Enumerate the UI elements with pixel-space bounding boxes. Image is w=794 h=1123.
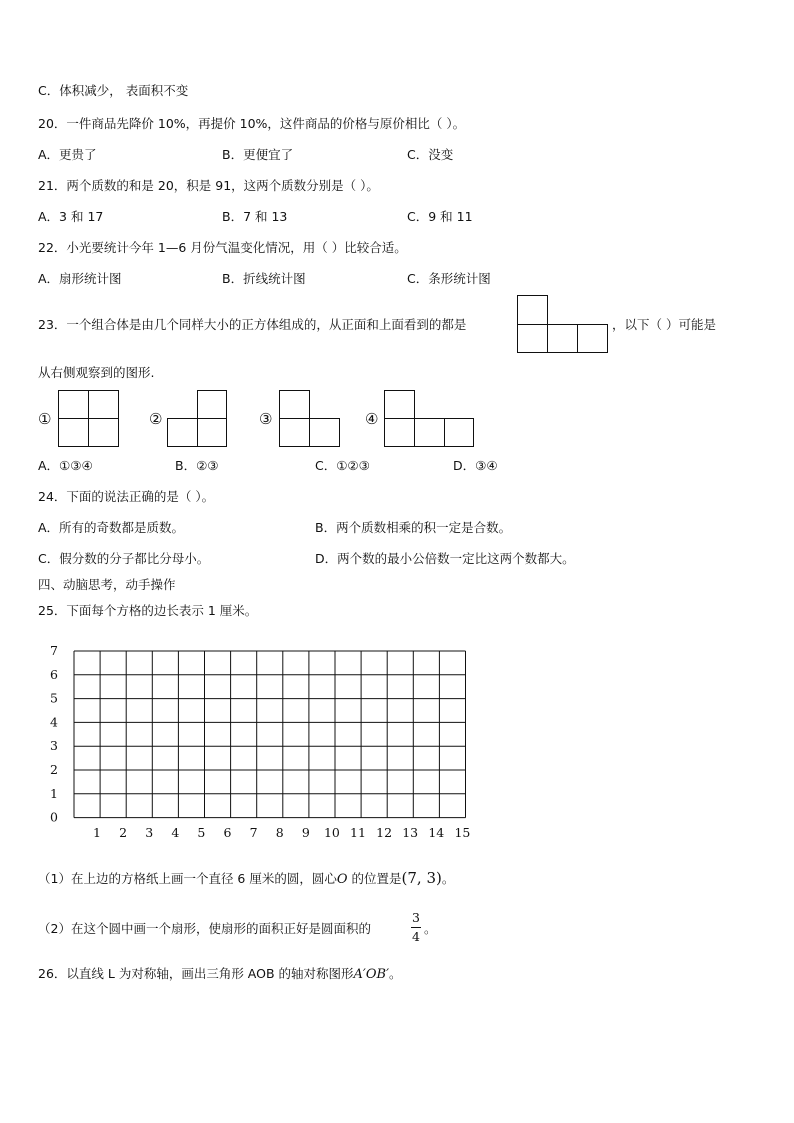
figure-2-label: ② xyxy=(149,410,163,428)
figure-cell xyxy=(88,390,119,419)
x-axis-label: 15 xyxy=(454,825,471,840)
fraction-bar xyxy=(411,927,421,928)
q22-option-c: C．条形统计图 xyxy=(407,271,491,286)
x-axis-label: 8 xyxy=(275,825,284,840)
y-axis-labels xyxy=(50,643,58,825)
y-axis-label: 1 xyxy=(50,785,58,801)
q20-option-c: C．没变 xyxy=(407,147,454,162)
x-axis-label: 10 xyxy=(323,825,340,840)
q23-stem-part2: ，以下（ ）可能是 xyxy=(612,317,716,332)
view-cell xyxy=(577,324,608,353)
q25-center-coordinate: (7, 3) xyxy=(401,869,442,887)
y-axis-label: 0 xyxy=(50,809,58,825)
fraction-numerator: 3 xyxy=(412,910,420,925)
x-axis-label: 5 xyxy=(197,825,206,840)
q23-stem-part3: 从右侧观察到的图形. xyxy=(38,365,155,380)
q25-part2-end: 。 xyxy=(424,921,437,936)
figure-cell xyxy=(197,418,227,447)
figure-4-label: ④ xyxy=(365,410,379,428)
y-axis-label: 3 xyxy=(50,738,58,754)
q21-option-b: B．7 和 13 xyxy=(222,209,288,224)
view-cell xyxy=(517,324,548,353)
section-4-heading: 四、动脑思考，动手操作 xyxy=(38,577,176,592)
y-axis-label: 2 xyxy=(50,762,58,777)
x-axis-label: 6 xyxy=(223,825,232,840)
q19-option-c: C．体积减少， 表面积不变 xyxy=(38,83,189,98)
q25-center-var: O xyxy=(336,872,348,887)
q24-option-b: B．两个质数相乘的积一定是合数。 xyxy=(315,520,512,535)
q24-stem: 24．下面的说法正确的是（ ）。 xyxy=(38,489,215,504)
grid-paper xyxy=(36,638,486,843)
q25-part1-text2: 的位置是 xyxy=(351,871,402,886)
q23-option-a: A．①③④ xyxy=(38,458,93,473)
view-cell xyxy=(547,324,578,353)
x-axis-label: 3 xyxy=(145,825,154,840)
q22-stem: 22．小光要统计今年 1—6 月份气温变化情况，用（ ）比较合适。 xyxy=(38,240,407,255)
q20-stem: 20．一件商品先降价 10%，再提价 10%，这件商品的价格与原价相比（ ）。 xyxy=(38,116,466,131)
fraction-denominator: 4 xyxy=(412,929,420,944)
figure-cell xyxy=(384,390,415,419)
x-axis-label: 11 xyxy=(350,825,366,840)
q26-end: 。 xyxy=(389,966,402,981)
q24-option-d: D．两个数的最小公倍数一定比这两个数都大。 xyxy=(315,551,575,566)
q23-option-d: D．③④ xyxy=(453,458,498,473)
x-axis-label: 1 xyxy=(93,825,101,840)
figure-cell xyxy=(279,390,310,419)
q21-option-c: C．9 和 11 xyxy=(407,209,473,224)
x-axis-label: 13 xyxy=(402,825,419,840)
q21-stem: 21．两个质数的和是 20，积是 91，这两个质数分别是（ ）。 xyxy=(38,178,379,193)
q25-part1-text: （1）在上边的方格纸上画一个直径 6 厘米的圆，圆心 xyxy=(38,871,337,886)
figure-cell xyxy=(414,418,445,447)
figure-cell xyxy=(197,390,227,419)
y-axis-label: 7 xyxy=(50,643,58,658)
figure-3-label: ③ xyxy=(259,410,273,428)
q24-option-c: C．假分数的分子都比分母小。 xyxy=(38,551,210,566)
q24-option-a: A．所有的奇数都是质数。 xyxy=(38,520,185,535)
figure-cell xyxy=(58,390,89,419)
figure-1-label: ① xyxy=(38,410,52,428)
q23-option-c: C．①②③ xyxy=(315,458,370,473)
q22-option-b: B．折线统计图 xyxy=(222,271,306,286)
y-axis-label: 5 xyxy=(50,690,58,706)
figure-cell xyxy=(279,418,310,447)
q25-part1 xyxy=(38,870,454,888)
q23-stem-part1: 23．一个组合体是由几个同样大小的正方体组成的，从正面和上面看到的都是 xyxy=(38,317,467,332)
q20-option-b: B．更便宜了 xyxy=(222,147,294,162)
q25-part1-end: 。 xyxy=(441,871,455,886)
q20-option-a: A．更贵了 xyxy=(38,147,97,162)
figure-cell xyxy=(58,418,89,447)
figure-cell xyxy=(88,418,119,447)
x-axis-labels xyxy=(93,825,470,840)
figure-cell xyxy=(384,418,415,447)
x-axis-label: 12 xyxy=(376,825,393,840)
figure-cell xyxy=(309,418,340,447)
figure-cell xyxy=(444,418,474,447)
q26-stem xyxy=(38,966,402,983)
grid-lines xyxy=(74,651,466,818)
q26-figure-name: A′OB′ xyxy=(353,967,390,982)
x-axis-label: 4 xyxy=(171,825,180,840)
x-axis-label: 7 xyxy=(249,825,258,840)
x-axis-label: 2 xyxy=(119,825,128,840)
y-axis-label: 6 xyxy=(50,666,58,682)
y-axis-label: 4 xyxy=(50,714,58,730)
x-axis-label: 14 xyxy=(428,825,445,840)
view-cell xyxy=(517,295,548,325)
q21-option-a: A．3 和 17 xyxy=(38,209,104,224)
q25-stem: 25．下面每个方格的边长表示 1 厘米。 xyxy=(38,603,258,618)
q23-option-b: B．②③ xyxy=(175,458,219,473)
x-axis-label: 9 xyxy=(301,825,310,840)
q26-text: 26．以直线 L 为对称轴，画出三角形 AOB 的轴对称图形 xyxy=(38,966,354,981)
figure-cell xyxy=(167,418,198,447)
q25-part2-text: （2）在这个圆中画一个扇形，使扇形的面积正好是圆面积的 xyxy=(38,921,371,936)
q22-option-a: A．扇形统计图 xyxy=(38,271,122,286)
